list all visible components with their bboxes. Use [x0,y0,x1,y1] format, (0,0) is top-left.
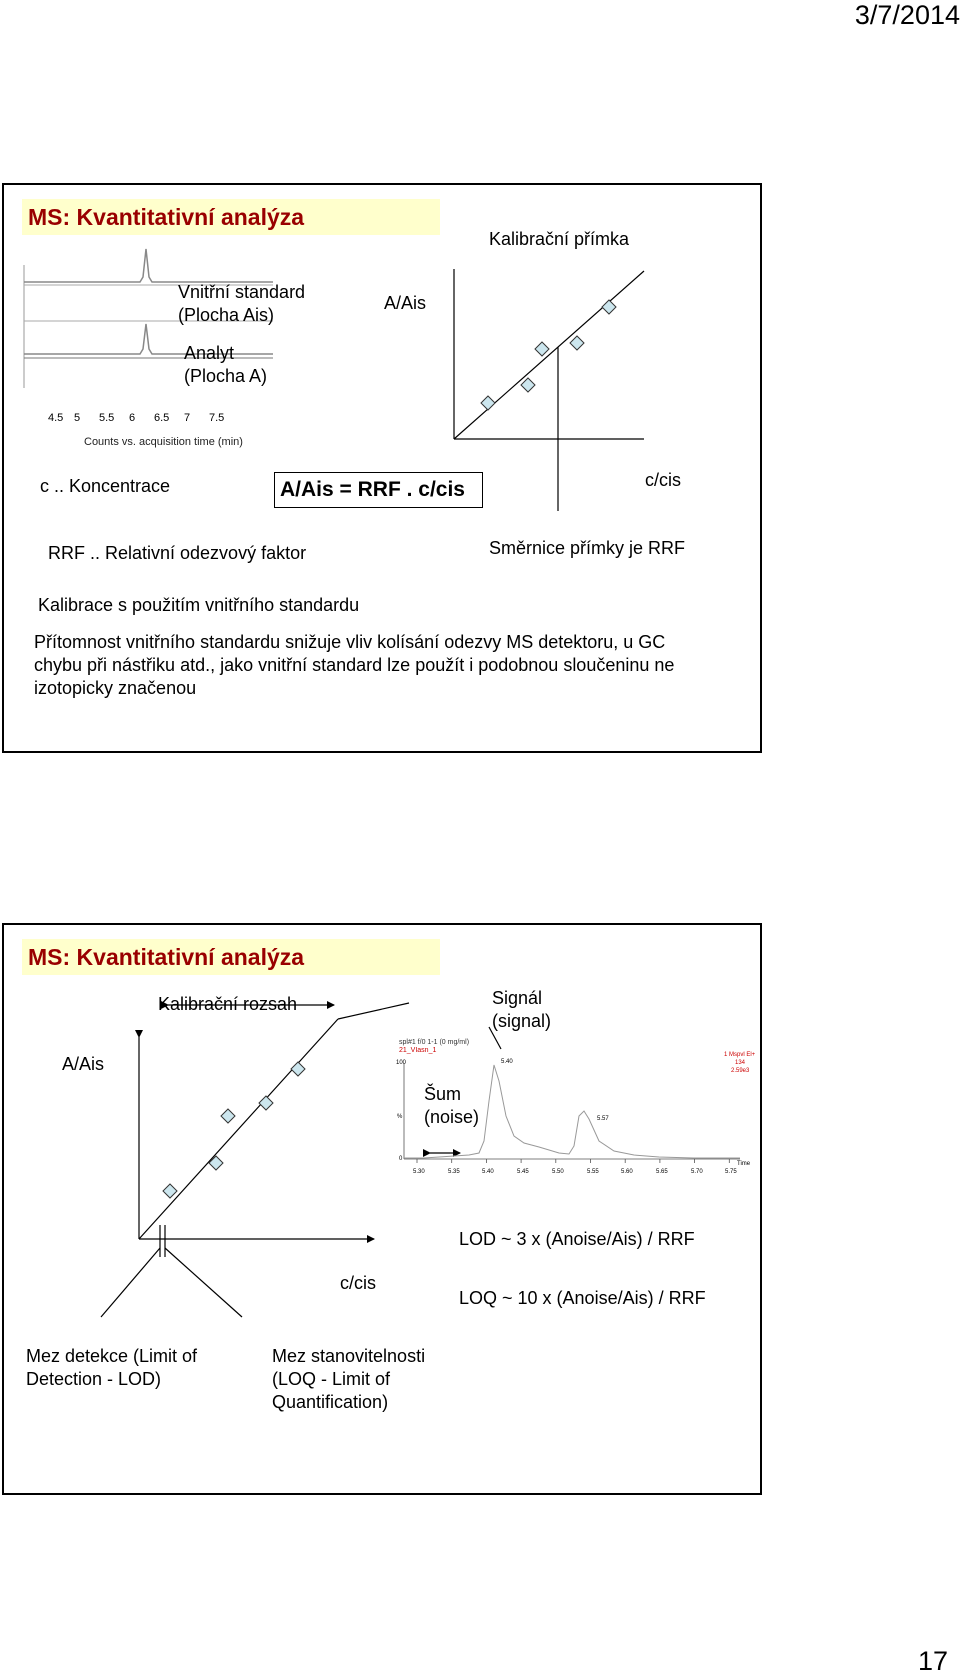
spectrum-tick: 5.50 [552,1169,564,1175]
chromatogram-axis-label: Counts vs. acquisition time (min) [84,436,243,448]
calibration-point-marker [221,1109,235,1123]
spectrum-tick: 5.45 [517,1169,529,1175]
internal-standard-area-label: (Plocha Ais) [178,305,275,325]
description-paragraph: Přítomnost vnitřního standardu snižuje vliv kolísání odezvy MS detektoru, u GC chybu při nástřiku atd., jako vnitřní standard lze použít i podobnou sloučeninu ne izotopicky značenou [34,632,675,698]
spectrum-y-unit: % [397,1114,403,1120]
spectrum-time-label: Time [737,1161,751,1167]
slope-label: Směrnice přímky je RRF [489,538,686,558]
calibration-point-marker [481,396,495,410]
slide-title: MS: Kvantitativní analýza [22,199,440,235]
chrom-tick: 7.5 [209,412,225,424]
spectrum-tick: 5.30 [413,1169,425,1175]
calibration-point-marker [602,300,616,314]
chrom-tick: 6.5 [154,412,170,424]
calibration-range-label: Kalibrační rozsah [158,994,298,1014]
analyte-label: Analyt [184,343,235,363]
spectrum-tick: 5.75 [725,1169,737,1175]
calibration-point-marker [291,1062,305,1076]
x-axis-label: c/cis [340,1273,376,1293]
signal-label: Signál [492,988,543,1008]
lod-description: Mez detekce (Limit of Detection - LOD) [26,1346,198,1389]
loq-description: Mez stanovitelnosti (LOQ - Limit of Quantification) [272,1346,426,1412]
loq-formula: LOQ ~ 10 x (Anoise/Ais) / RRF [459,1288,706,1308]
calibration-point-marker [163,1184,177,1198]
y-axis-label: A/Ais [384,293,427,313]
page-number: 17 [917,1646,948,1676]
spectrum-peak-label: 5.40 [501,1059,513,1065]
section-heading: Kalibrace s použitím vnitřního standardu [38,595,360,615]
internal-standard-label: Vnitřní standard [178,282,306,302]
spectrum-header: spl#1 f/0 1-1 (0 mg/ml) [399,1039,470,1046]
spectrum-header-right: 1 Mspvl El+ [724,1052,756,1058]
spectrum-y-max: 100 [396,1060,407,1066]
spectrum-y-zero: 0 [399,1156,403,1162]
chrom-tick: 6 [129,412,136,424]
slide-title: MS: Kvantitativní analýza [22,939,440,975]
spectrum-tick: 5.65 [656,1169,668,1175]
rrf-label: RRF .. Relativní odezvový faktor [48,543,307,563]
spectrum-tick: 5.35 [448,1169,460,1175]
spectrum-header-right: 2.59e3 [731,1068,750,1074]
calibration-point-marker [535,342,549,356]
calibration-point-marker [259,1096,273,1110]
calibration-point-marker [570,336,584,350]
concentration-label: c .. Koncentrace [40,476,171,496]
noise-label-en: (noise) [424,1107,480,1127]
calibration-point-marker [521,378,535,392]
spectrum-tick: 5.70 [691,1169,703,1175]
spectrum-tick: 5.60 [621,1169,633,1175]
chrom-tick: 4.5 [48,412,64,424]
spectrum-tick: 5.55 [587,1169,599,1175]
noise-label: Šum [424,1084,462,1104]
chrom-tick: 5 [74,412,81,424]
spectrum-peak-label: 5.57 [597,1116,609,1122]
chrom-tick: 7 [184,412,191,424]
spectrum-axis-ticks [417,1159,729,1163]
x-axis-label: c/cis [645,470,681,490]
page-date: 3/7/2014 [854,0,960,30]
calibration-equation: A/Ais = RRF . c/cis [274,472,483,508]
spectrum-header-right: 134 [735,1060,746,1066]
spectrum-tick: 5.40 [482,1169,494,1175]
calibration-line-label: Kalibrační přímka [489,229,630,249]
calibration-point-marker [209,1156,223,1170]
signal-label-en: (signal) [492,1011,552,1031]
slide-quant-analysis-1 [2,183,762,753]
analyte-area-label: (Plocha A) [184,366,268,386]
chrom-tick: 5.5 [99,412,115,424]
lod-formula: LOD ~ 3 x (Anoise/Ais) / RRF [459,1229,695,1249]
y-axis-label: A/Ais [62,1054,105,1074]
calibration-markers [163,1062,305,1198]
slide-quant-analysis-2 [2,923,762,1495]
spectrum-sample-label: 21_VIasn_1 [399,1047,437,1054]
